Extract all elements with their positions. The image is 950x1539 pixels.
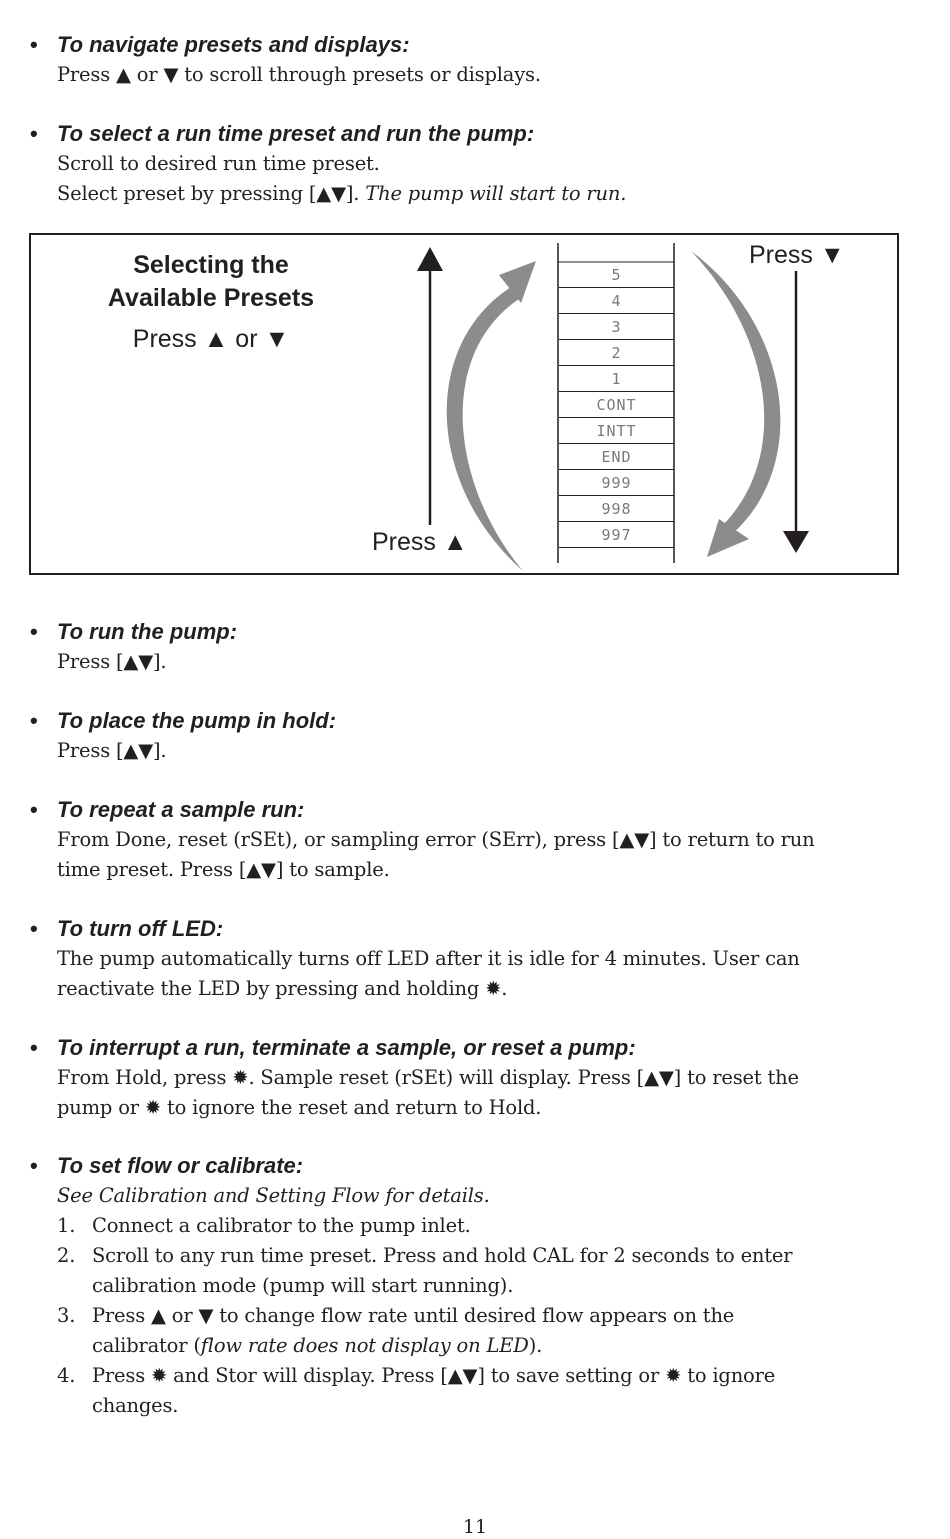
curved-down-arrow	[691, 251, 780, 535]
step-number: 1.	[57, 1214, 76, 1237]
up-arrow-head	[417, 247, 443, 271]
lcd-item: 1	[559, 366, 674, 392]
select-section	[30, 119, 910, 209]
lcd-item: 3	[559, 314, 674, 340]
navigate-text: Press ▲ or ▼ to scroll through presets or displays.	[57, 63, 541, 86]
step-text: Press ✹ and Stor will display. Press [▲▼] to save setting or ✹ to ignore	[92, 1364, 776, 1387]
select-text-2	[30, 179, 910, 209]
interrupt-text-2: pump or ✹ to ignore the reset and return to Hold.	[57, 1096, 542, 1119]
led-heading: • To turn off LED:	[30, 914, 910, 944]
select-text-1: Scroll to desired run time preset.	[57, 152, 380, 175]
run-heading: • To run the pump:	[30, 617, 910, 647]
step-text-b: flow rate does not display on LED	[200, 1334, 529, 1357]
select-text-2a: Select preset by pressing [▲▼].	[57, 182, 360, 205]
lcd-item: 4	[559, 288, 674, 314]
flow-step-4-cont: changes.	[92, 1394, 179, 1417]
flow-section	[30, 1151, 910, 1421]
diagram-title-line2: Available Presets	[107, 284, 315, 312]
lcd-item: 998	[559, 496, 674, 522]
step-text-a: calibrator (	[92, 1334, 201, 1357]
step-number: 3.	[57, 1304, 76, 1327]
flow-step-4	[30, 1361, 910, 1391]
lcd-item: 5	[559, 262, 674, 288]
repeat-text-1: From Done, reset (rSEt), or sampling error (SErr), press [▲▼] to return to run	[57, 828, 815, 851]
repeat-heading: • To repeat a sample run:	[30, 795, 910, 825]
press-up-label: Press ▲	[372, 528, 468, 556]
flow-step-3-cont	[30, 1331, 910, 1361]
step-text: Connect a calibrator to the pump inlet.	[92, 1214, 471, 1237]
lcd-item: 997	[559, 522, 674, 548]
step-number: 2.	[57, 1244, 76, 1267]
step-text-c: ).	[528, 1334, 543, 1357]
step-number: 4.	[57, 1364, 76, 1387]
down-arrow-head	[783, 531, 809, 553]
diagram-graphics	[31, 235, 897, 573]
repeat-section	[30, 795, 910, 885]
flow-intro: See Calibration and Setting Flow for details.	[57, 1184, 490, 1207]
run-section	[30, 617, 910, 677]
lcd-item: 999	[559, 470, 674, 496]
flow-step-2	[30, 1241, 910, 1271]
flow-step-3	[30, 1301, 910, 1331]
lcd-item: 2	[559, 340, 674, 366]
select-text-2b: The pump will start to run.	[365, 182, 627, 205]
led-section	[30, 914, 910, 1004]
hold-text: Press [▲▼].	[57, 739, 167, 762]
flow-step-2-cont: calibration mode (pump will start running).	[92, 1274, 514, 1297]
hold-section	[30, 706, 910, 766]
select-heading: • To select a run time preset and run the pump:	[30, 119, 910, 149]
hold-heading: • To place the pump in hold:	[30, 706, 910, 736]
lcd-item: CONT	[559, 392, 674, 418]
lcd-item: END	[559, 444, 674, 470]
interrupt-section	[30, 1033, 910, 1123]
flow-heading: • To set flow or calibrate:	[30, 1151, 910, 1181]
step-text: Press ▲ or ▼ to change flow rate until desired flow appears on the	[92, 1304, 735, 1327]
navigate-heading: • To navigate presets and displays:	[30, 30, 910, 60]
step-text: Scroll to any run time preset. Press and hold CAL for 2 seconds to enter	[92, 1244, 793, 1267]
led-text-2: reactivate the LED by pressing and holding ✹.	[57, 977, 508, 1000]
diagram-title-line1: Selecting the	[133, 251, 289, 279]
lcd-item: INTT	[559, 418, 674, 444]
repeat-text-2: time preset. Press [▲▼] to sample.	[57, 858, 390, 881]
led-text-1: The pump automatically turns off LED after it is idle for 4 minutes. User can	[57, 947, 800, 970]
diagram-subtitle: Press ▲ or ▼	[132, 325, 290, 353]
presets-diagram	[29, 233, 899, 575]
interrupt-text-1: From Hold, press ✹. Sample reset (rSEt) will display. Press [▲▼] to reset the	[57, 1066, 799, 1089]
page-number: 11	[462, 1516, 488, 1538]
interrupt-heading: • To interrupt a run, terminate a sample, or reset a pump:	[30, 1033, 910, 1063]
press-down-label: Press ▼	[749, 241, 845, 269]
run-text: Press [▲▼].	[57, 650, 167, 673]
flow-step-1	[30, 1211, 910, 1241]
navigate-section	[30, 30, 910, 90]
